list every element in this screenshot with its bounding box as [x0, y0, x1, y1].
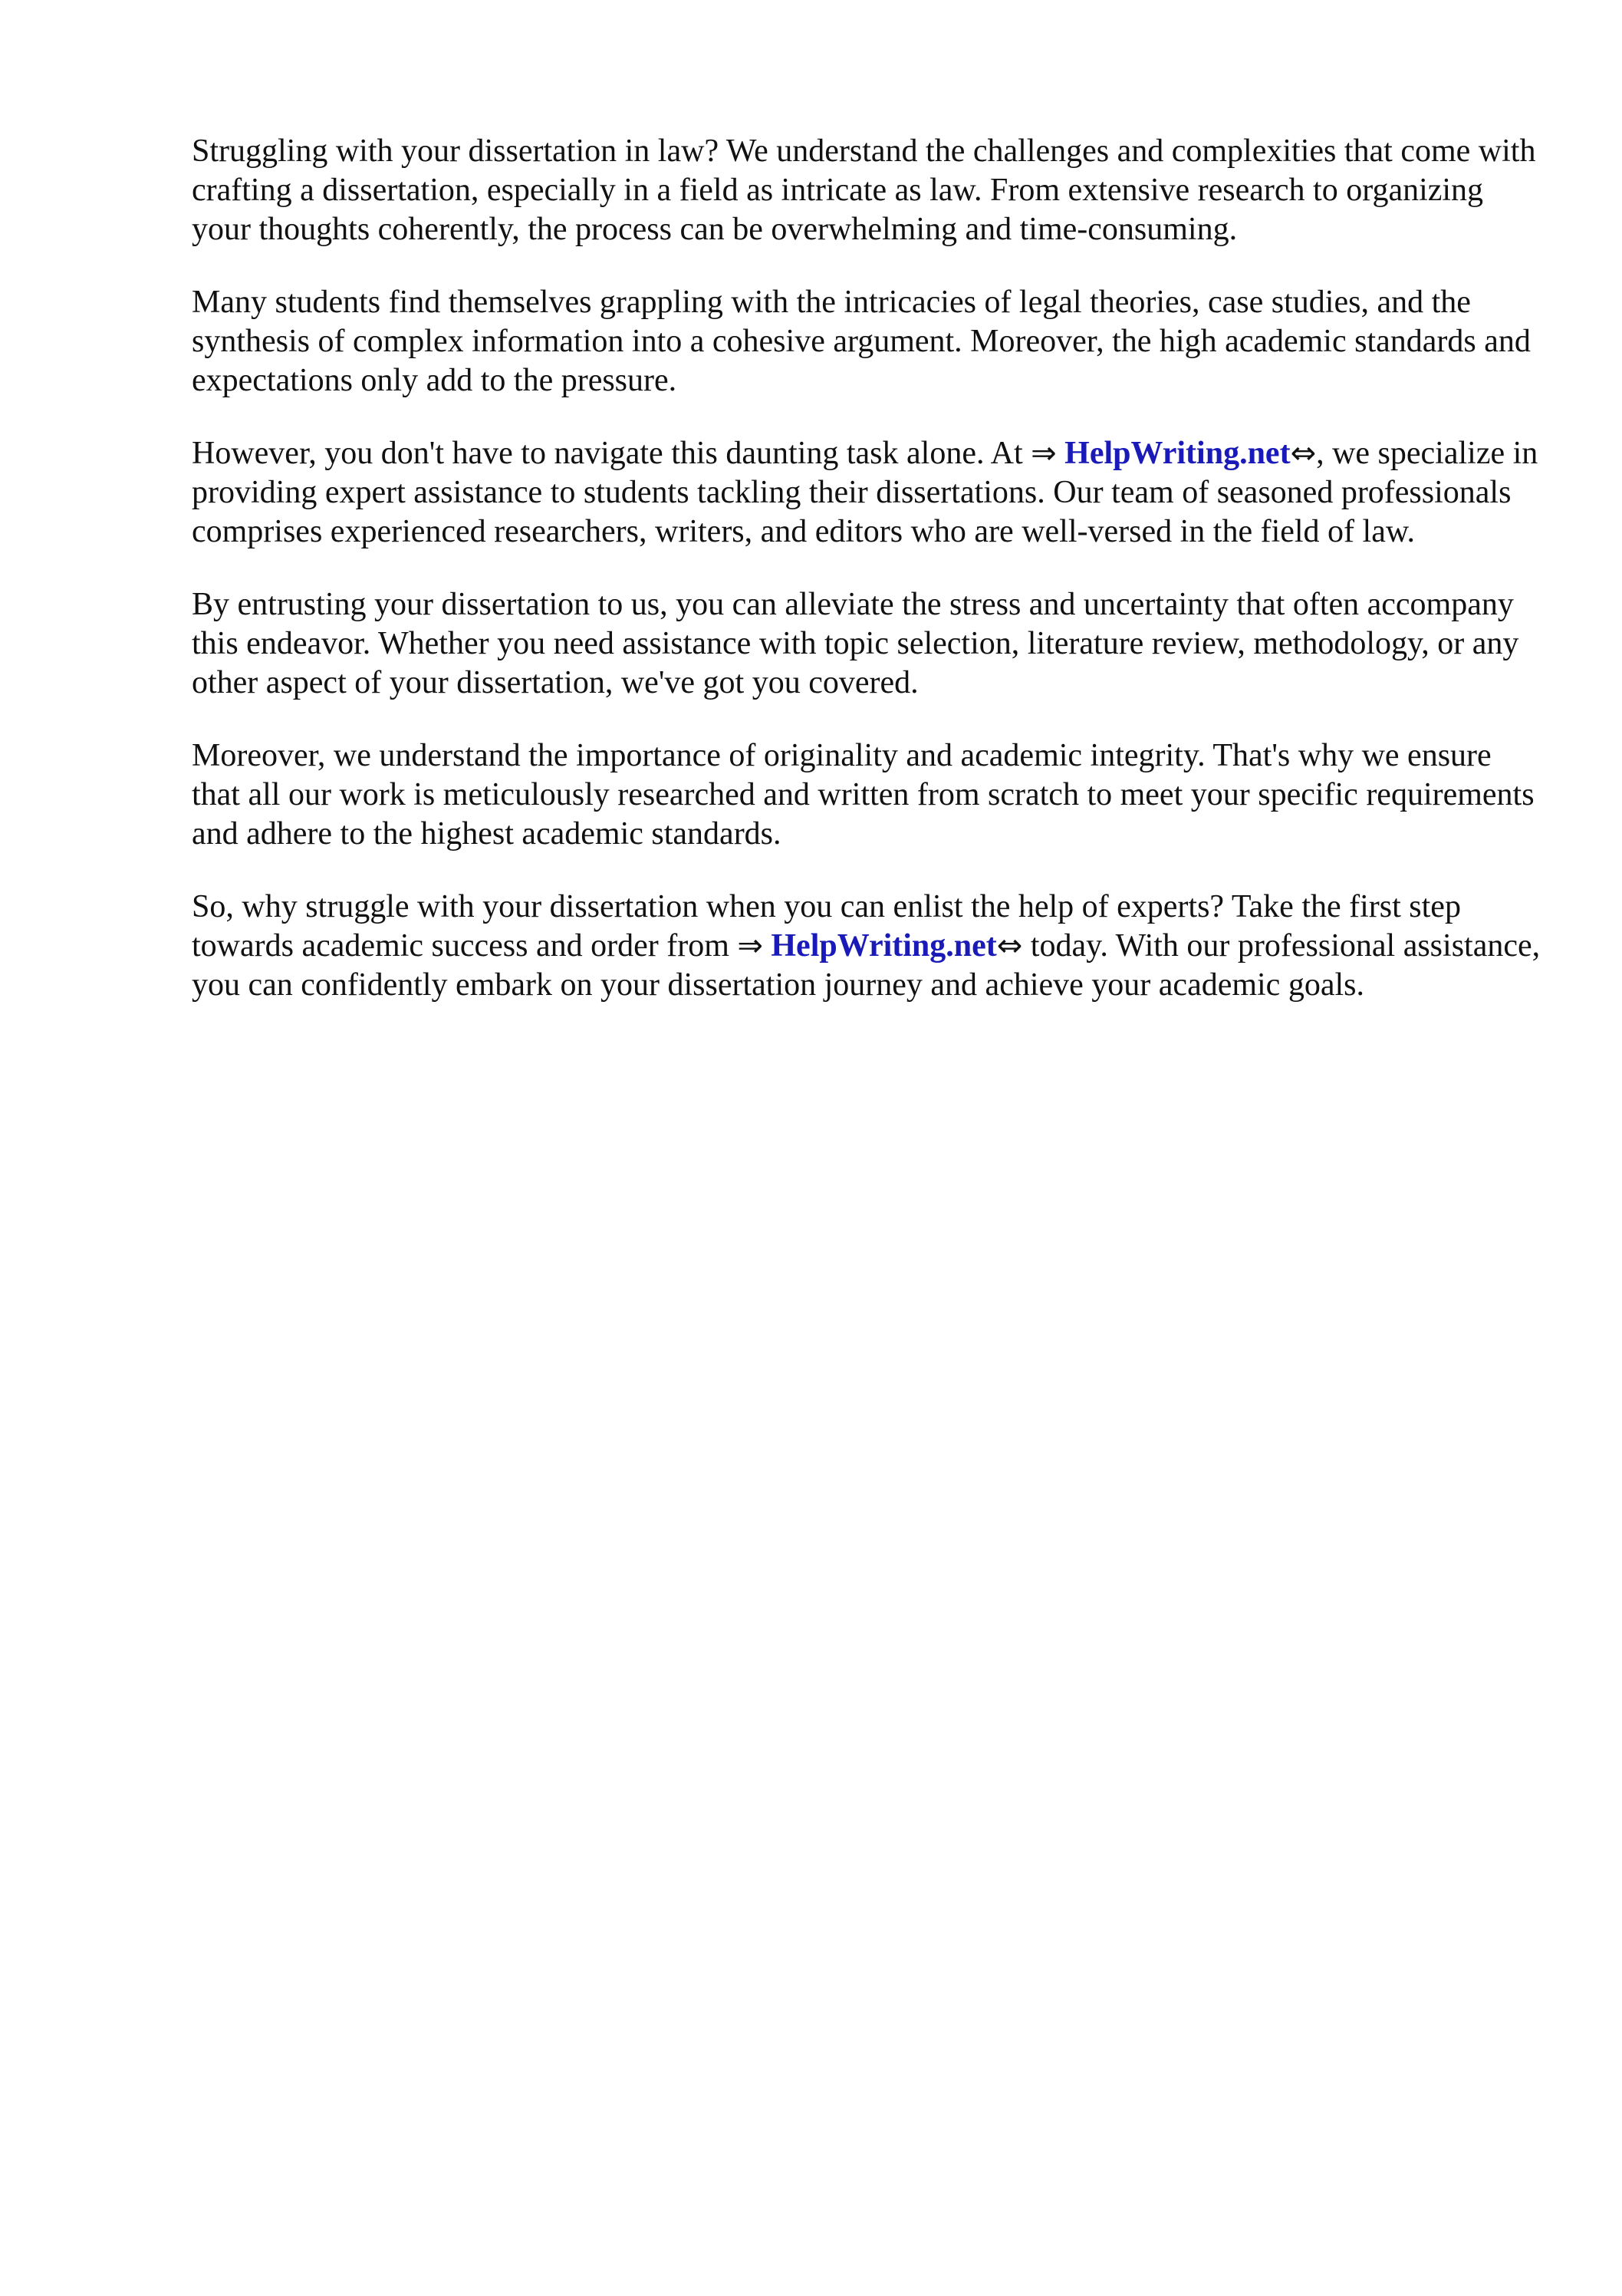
paragraph-intro	[192, 132, 1541, 249]
paragraph-service-offer	[192, 434, 1541, 552]
paragraph-originality	[192, 736, 1541, 854]
paragraph-call-to-action	[192, 888, 1541, 1005]
paragraph-text-after-link: today. With our professional assistance, you can confidently embark on your dissertation journey and achieve your academic goals.	[192, 928, 1541, 1003]
paragraph-text: By entrusting your dissertation to us, you can alleviate the stress and uncertainty that often accompany this endeavor. Whether you need assistance with topic selection, literature review, methodology, or any other aspect of your dissertation, we've got you covered.	[192, 587, 1519, 700]
helpwriting-link[interactable]: HelpWriting.net	[771, 928, 997, 964]
document-body	[192, 132, 1541, 1039]
paragraph-text-before-link: However, you don't have to navigate this daunting task alone. At	[192, 436, 1031, 471]
paragraph-text-before-link: So, why struggle with your dissertation when you can enlist the help of experts? Take the first step towards academic success and order from	[192, 889, 1461, 964]
left-right-double-arrow-icon: ⇔	[996, 928, 1023, 964]
helpwriting-link[interactable]: HelpWriting.net	[1064, 436, 1291, 471]
paragraph-challenges	[192, 283, 1541, 400]
left-right-double-arrow-icon: ⇔	[1290, 436, 1317, 471]
paragraph-text-after-link: , we specialize in providing expert assistance to students tackling their dissertations. Our team of seasoned professionals comprises experienced researchers, writers, and editors who are well-versed in the field of law.	[192, 436, 1538, 549]
right-double-arrow-icon: ⇒	[737, 928, 763, 964]
right-double-arrow-icon: ⇒	[1031, 436, 1057, 471]
paragraph-text: Many students find themselves grappling with the intricacies of legal theories, case studies, and the synthesis of complex information into a cohesive argument. Moreover, the high academic standards and expectations only add to the pressure.	[192, 285, 1531, 398]
paragraph-text: Moreover, we understand the importance of originality and academic integrity. That's why we ensure that all our work is meticulously researched and written from scratch to meet your specific requirements and adhere to the highest academic standards.	[192, 738, 1535, 852]
paragraph-text: Struggling with your dissertation in law? We understand the challenges and complexities that come with crafting a dissertation, especially in a field as intricate as law. From extensive research to organizing your thoughts coherently, the process can be overwhelming and time-consuming.	[192, 133, 1536, 247]
paragraph-entrusting	[192, 585, 1541, 703]
